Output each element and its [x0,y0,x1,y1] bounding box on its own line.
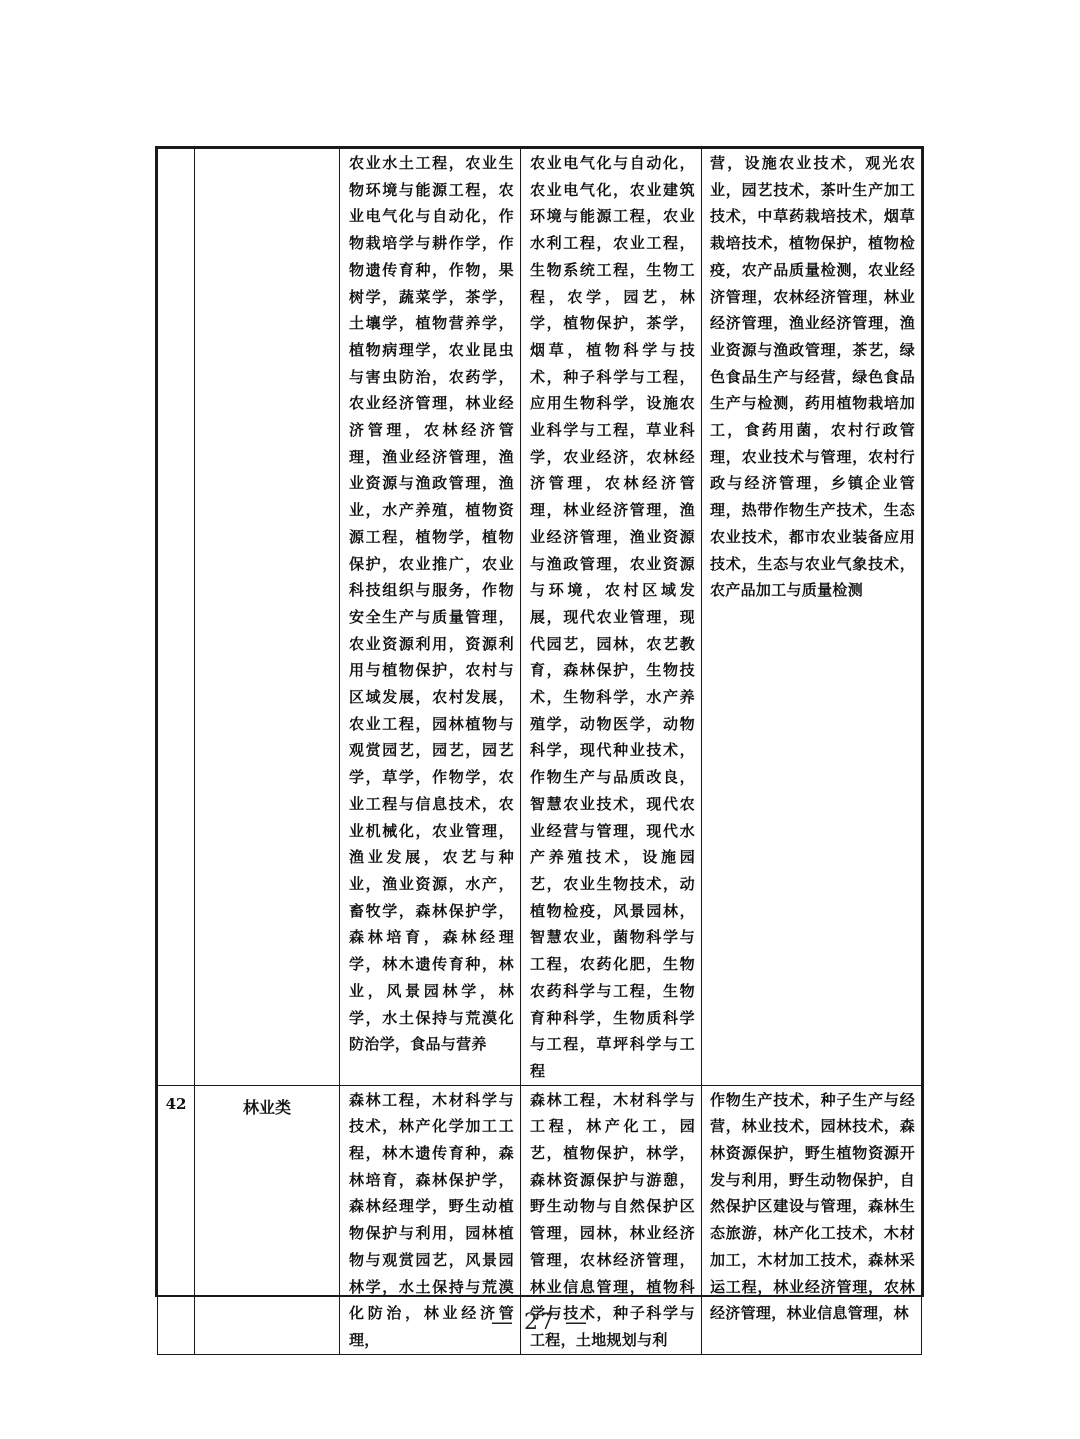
postgraduate-majors-text: 森林工程，木材科学与技术，林产化学加工工程，林木遗传育种，森林培育，森林保护学，森林经理学，野生动植物保护与利用，园林植物与观赏园艺，风景园林学，水土保持与荒漠化防治，林业经济管理， [349,1090,514,1349]
page-number: — 27 — [491,1310,589,1335]
undergraduate-majors-cell [521,149,702,1086]
table-row-agriculture-continued [158,149,922,1086]
postgraduate-majors-text: 农业水土工程，农业生物环境与能源工程，农业电气化与自动化，作物栽培学与耕作学，作物遗传育种，作物，果树学，蔬菜学，茶学，土壤学，植物营养学，植物病理学，农业昆虫与害虫防治，农药学，农业经济管理，林业经济管理，农林经济管理，渔业经济管理，渔业资源与渔政管理，渔业，水产养殖，植物资源工程，植物学，植物保护，农业推广，农业科技组织与服务，作物安全生产与质量管理，农业资源利用，资源利用与植物保护，农村与区域发展，农村发展，农业工程，园林植物与观赏园艺，园艺，园艺学，草学，作物学，农业工程与信息技术，农业机械化，农业管理，渔业发展，农艺与种业，渔业资源，水产，畜牧学，森林保护学，森林培育，森林经理学，林木遗传育种，林业，风景园林学，林学，水土保持与荒漠化防治学，食品与营养 [349,154,514,1054]
row-number-cell: 42 [158,1085,195,1354]
row-number-cell [158,149,195,1086]
vocational-majors-cell [702,149,922,1086]
vocational-majors-text: 作物生产技术，种子生产与经营，林业技术，园林技术，森林资源保护，野生植物资源开发与利用，野生动物保护，自然保护区建设与管理，森林生态旅游，林产化工技术，木材加工，木材加工技术，森林采运工程，林业经济管理，农林经济管理，林业信息管理，林 [710,1090,915,1323]
undergraduate-majors-text: 森林工程，木材科学与工程，林产化工，园艺，植物保护，林学，森林资源保护与游憩，野生动物与自然保护区管理，园林，林业经济管理，农林经济管理，林业信息管理，植物科学与技术，种子科学与工程，土地规划与利 [530,1090,695,1349]
vocational-majors-text: 营，设施农业技术，观光农业，园艺技术，茶叶生产加工技术，中草药栽培技术，烟草栽培技术，植物保护，植物检疫，农产品质量检测，农业经济管理，农林经济管理，林业经济管理，渔业经济管理，渔业资源与渔政管理，茶艺，绿色食品生产与经营，绿色食品生产与检测，药用植物栽培加工，食药用菌，农村行政管理，农业技术与管理，农村行政与经济管理，乡镇企业管理，热带作物生产技术，生态农业技术，都市农业装备应用技术，生态与农业气象技术，农产品加工与质量检测 [710,154,915,600]
category-name-cell: 林业类 [195,1085,340,1354]
postgraduate-majors-cell [340,149,521,1086]
major-catalog-table [157,148,922,1355]
undergraduate-majors-text: 农业电气化与自动化，农业电气化，农业建筑环境与能源工程，农业水利工程，农业工程，生物系统工程，生物工程，农学，园艺，林学，植物保护，茶学，烟草，植物科学与技术，种子科学与工程，应用生物科学，设施农业科学与工程，草业科学，农业经济，农林经济管理，农林经济管理，林业经济管理，渔业经济管理，渔业资源与渔政管理，农业资源与环境，农村区域发展，现代农业管理，现代园艺，园林，农艺教育，森林保护，生物技术，生物科学，水产养殖学，动物医学，动物科学，现代种业技术，作物生产与品质改良，智慧农业技术，现代农业经营与管理，现代水产养殖技术，设施园艺，农业生物技术，动植物检疫，风景园林，智慧农业，菌物科学与工程，农药化肥，生物农药科学与工程，生物育种科学，生物质科学与工程，草坪科学与工程 [530,154,695,1080]
category-name-cell [195,149,340,1086]
